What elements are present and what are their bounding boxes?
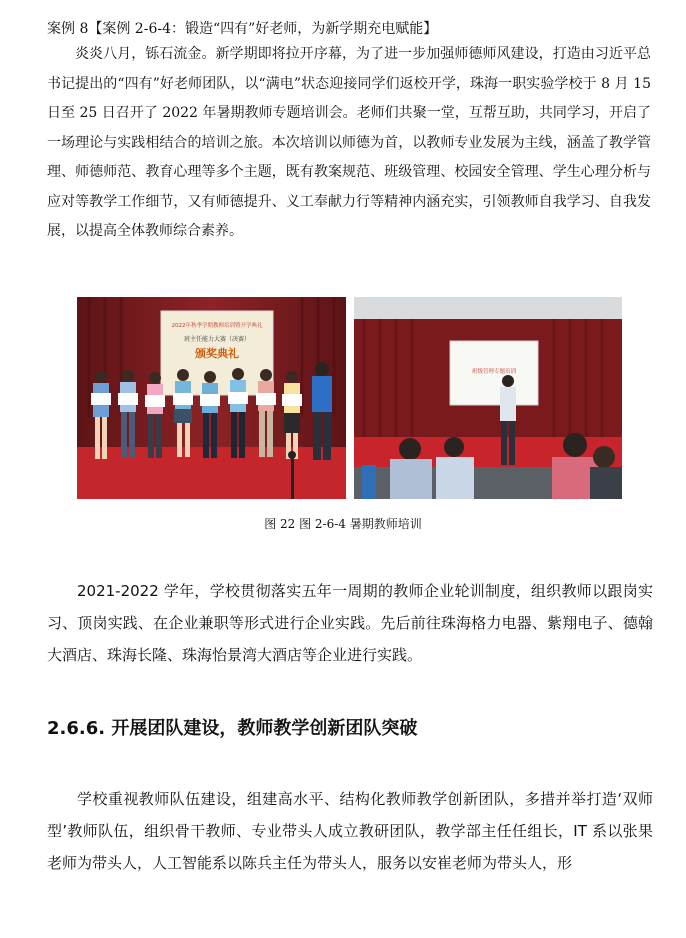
case-title: 案例 8【案例 2-6-4：锻造“四有”好老师，为新学期充电赋能】 xyxy=(47,21,438,37)
training-lecture-photo xyxy=(354,297,622,499)
figure-caption: 图 22 图 2-6-4 暑期教师培训 xyxy=(264,517,422,531)
banner-line-1: 2022年秋季学期教师培训暨开学典礼 xyxy=(171,323,263,329)
banner-line-3: 颁奖典礼 xyxy=(195,347,239,360)
team-building-paragraph: 学校重视教师队伍建设，组建高水平、结构化教师教学创新团队，多措并举打造‘双师型’教师队伍，组织骨干教师、专业带头人成立教研团队，教学部主任任组长，IT 系以张果老师为带头人，人工智能系以陈兵主任为带头人，服务以安崔老师为带头人，形 xyxy=(47,790,653,872)
training-lecture-illustration xyxy=(354,297,622,499)
banner-line-2: 班主任能力大赛（决赛） xyxy=(183,336,251,343)
screen-text: 班级管理专题培训 xyxy=(471,369,517,375)
award-ceremony-photo xyxy=(77,297,346,499)
case-paragraph: 炎炎八月，铄石流金。新学期即将拉开序幕，为了进一步加强师德师风建设，打造由习近平总书记提出的“四有”好老师团队，以“满电”状态迎接同学们返校开学，珠海一职实验学校于 8 月 15 日至 25 日召开了 2022 年暑期教师专题培训会。老师们共聚一堂，互帮互助，共同学习，开启了一场理论与实践相结合的培训之旅。本次培训以师德为首，以教师专业发展为主线，涵盖了教学管理、师德师范、教育心理等多个主题，既有教案规范、班级管理、校园安全管理、学生心理分析与应对等教学工作细节，又有师德提升、义工奉献力行等精神内涵充实，引领教师自我学习、自我发展，以提高全体教师综合素养。 xyxy=(47,46,651,239)
award-ceremony-illustration xyxy=(77,297,346,499)
enterprise-practice-paragraph: 2021-2022 学年，学校贯彻落实五年一周期的教师企业轮训制度，组织教师以跟岗实习、顶岗实践、在企业兼职等形式进行企业实践。先后前往珠海格力电器、紫翔电子、德翰大酒店、珠海长隆、珠海怡景湾大酒店等企业进行实践。 xyxy=(47,582,653,664)
section-heading: 2.6.6. 开展团队建设，教师教学创新团队突破 xyxy=(47,718,418,739)
